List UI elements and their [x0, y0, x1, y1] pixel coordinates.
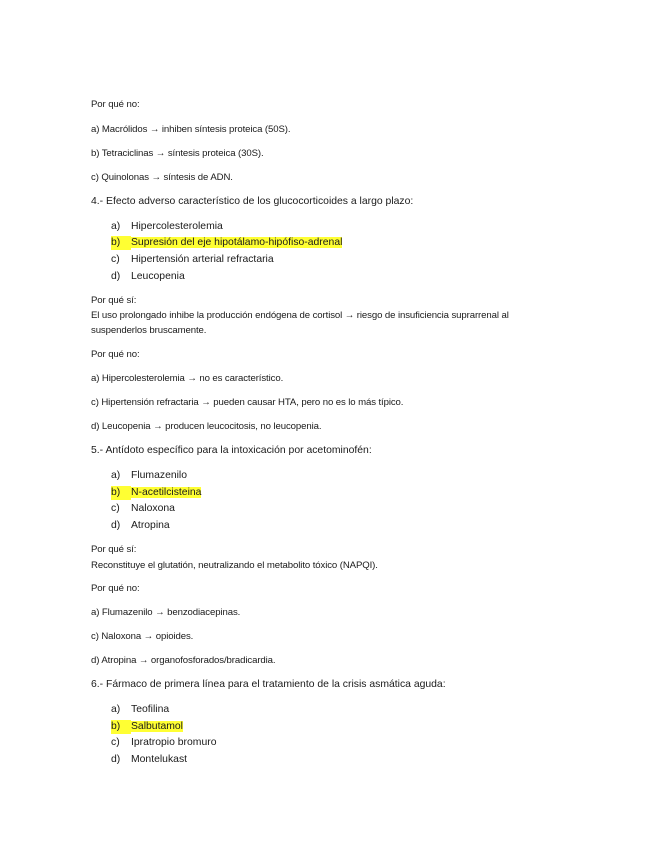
- option-letter: c): [111, 503, 120, 514]
- why-not-heading: Por qué no:: [91, 583, 140, 594]
- explanation-line: a) Flumazenilo → benzodiacepinas.: [91, 607, 241, 618]
- explanation-line: d) Atropina → organofosforados/bradicardia.: [91, 655, 276, 666]
- option-c: [91, 736, 216, 750]
- option-b-highlighted: [91, 720, 183, 734]
- option-d: [91, 753, 187, 767]
- explanation-line: c) Naloxona → opioides.: [91, 631, 194, 642]
- question-5: 5.- Antídoto específico para la intoxicación por acetominofén:: [91, 445, 372, 456]
- why-not-heading: Por qué no:: [91, 99, 140, 110]
- explanation-line: d) Leucopenia → producen leucocitosis, no leucopenia.: [91, 421, 322, 432]
- option-text: Hipertensión arterial refractaria: [131, 254, 274, 265]
- option-d: [91, 519, 170, 533]
- option-c: [91, 253, 274, 267]
- option-text: Hipercolesterolemia: [131, 221, 223, 232]
- option-text: Leucopenia: [131, 271, 185, 282]
- option-letter: b): [111, 720, 131, 734]
- option-a: [91, 220, 223, 234]
- option-text: Ipratropio bromuro: [131, 737, 217, 748]
- option-letter: b): [111, 236, 131, 250]
- question-6: 6.- Fármaco de primera línea para el tratamiento de la crisis asmática aguda:: [91, 679, 446, 690]
- option-letter: d): [111, 271, 121, 282]
- why-heading: Por qué sí:: [91, 544, 137, 555]
- option-b-highlighted: [91, 236, 342, 250]
- option-a: [91, 703, 169, 717]
- explanation-line: c) Quinolonas → síntesis de ADN.: [91, 172, 233, 183]
- option-c: [91, 502, 175, 516]
- explanation-line: El uso prolongado inhibe la producción endógena de cortisol → riesgo de insuficiencia suprarrenal al: [91, 310, 509, 321]
- option-letter: a): [111, 470, 121, 481]
- explanation-line: Reconstituye el glutatión, neutralizando el metabolito tóxico (NAPQI).: [91, 560, 378, 571]
- why-not-heading: Por qué no:: [91, 349, 140, 360]
- option-text: N-acetilcisteina: [131, 487, 202, 498]
- explanation-line: b) Tetraciclinas → síntesis proteica (30S).: [91, 148, 264, 159]
- option-d: [91, 270, 185, 284]
- option-letter: c): [111, 737, 120, 748]
- option-letter: b): [111, 486, 131, 500]
- explanation-line: c) Hipertensión refractaria → pueden causar HTA, pero no es lo más típico.: [91, 397, 404, 408]
- question-4: 4.- Efecto adverso característico de los glucocorticoides a largo plazo:: [91, 196, 414, 207]
- option-letter: d): [111, 520, 121, 531]
- option-text: Supresión del eje hipotálamo-hipófiso-adrenal: [131, 237, 343, 248]
- option-a: [91, 469, 187, 483]
- option-text: Montelukast: [131, 754, 188, 765]
- option-letter: c): [111, 254, 120, 265]
- option-text: Salbutamol: [131, 721, 183, 732]
- option-text: Atropina: [131, 520, 170, 531]
- why-heading: Por qué sí:: [91, 295, 137, 306]
- option-text: Flumazenilo: [131, 470, 188, 481]
- explanation-line: suspenderlos bruscamente.: [91, 325, 207, 336]
- option-letter: a): [111, 704, 121, 715]
- explanation-line: a) Macrólidos → inhiben síntesis proteica (50S).: [91, 124, 291, 135]
- option-letter: a): [111, 221, 121, 232]
- option-text: Teofilina: [131, 704, 170, 715]
- explanation-line: a) Hipercolesterolemia → no es característico.: [91, 373, 284, 384]
- option-text: Naloxona: [131, 503, 175, 514]
- option-b-highlighted: [91, 486, 201, 500]
- option-letter: d): [111, 754, 121, 765]
